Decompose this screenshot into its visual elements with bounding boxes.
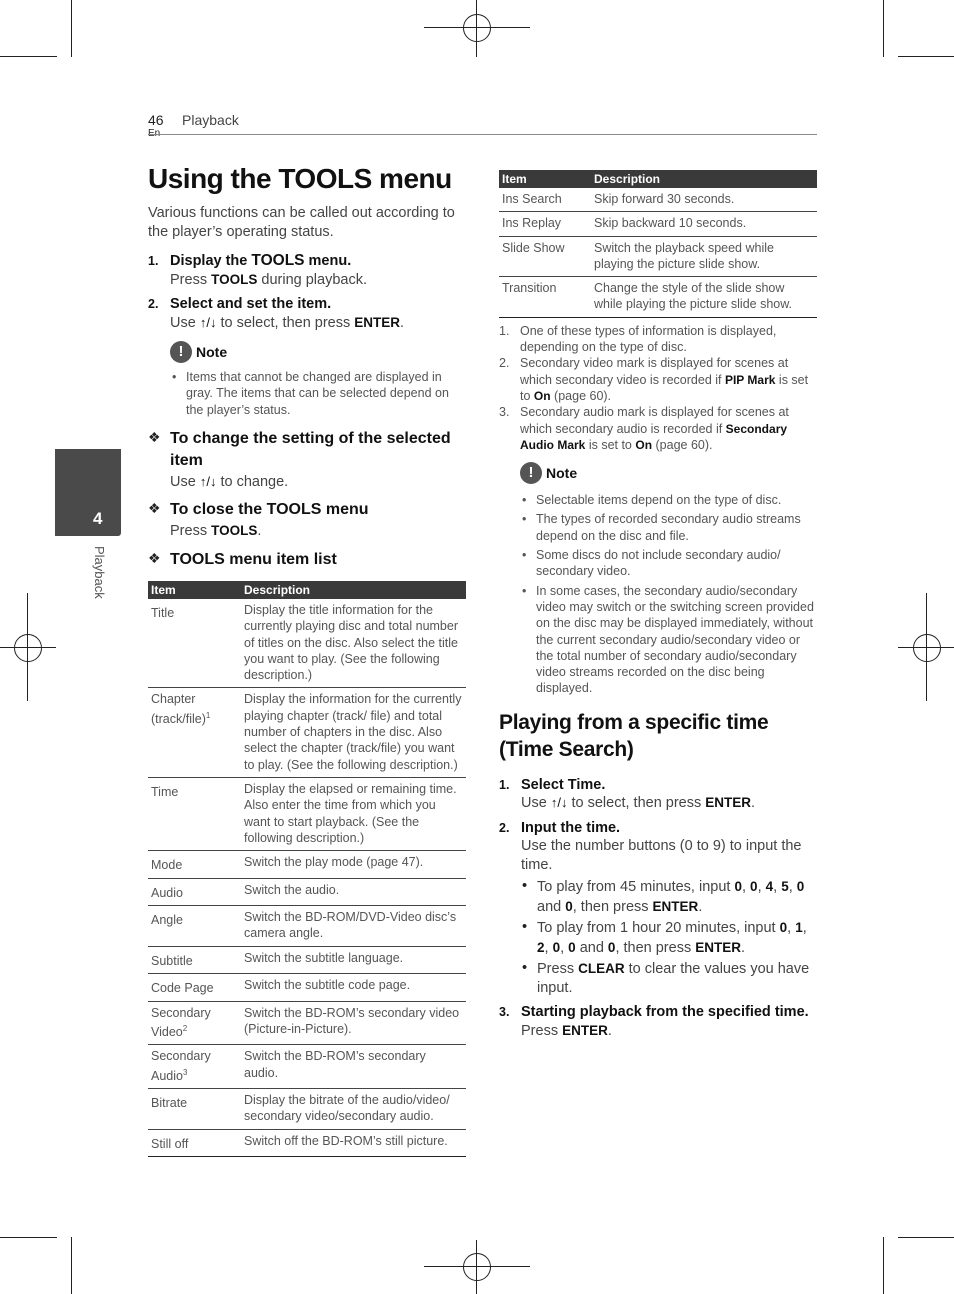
footnote-ref: 3 [182,1067,188,1077]
table-row [148,777,466,850]
description-cell: Display the title information for the currently playing disc and total number of titles on the disc. Also select the title you want to play. (See the following description.) [241,599,466,688]
description-cell: Switch the BD-ROM/DVD-Video disc’s camera angle. [241,906,466,947]
item-cell [148,974,241,1001]
time-step-2 [499,819,817,999]
description-cell: Switch the playback speed while playing the picture slide show. [591,236,817,277]
step-1 [148,252,466,289]
step-number: 1. [499,777,510,792]
enter-key: ENTER [562,1022,608,1038]
setting-name: Secondary Audio Mark [520,421,788,452]
up-down-arrow-icon: ↑/↓ [199,473,217,489]
item-name: Time [151,785,179,800]
step-heading: Select Time. [521,776,606,793]
note-box [170,341,466,418]
diamond-icon: ❖ [148,428,161,445]
footnote-text-end: (page 60). [652,437,713,452]
footnote-ref: 2 [182,1023,188,1033]
tools-key: TOOLS [211,271,258,287]
item-list-section [148,549,466,571]
item-cell [148,688,241,777]
note-item: • Some discs do not include secondary audio/ secondary video. [520,547,817,580]
header-rule [148,134,817,135]
column-header: Description [241,581,466,599]
note-title: Note [546,465,578,482]
step-text-end: . [751,795,756,812]
item-name: Angle [151,913,183,928]
footnote-text: Secondary video mark is displayed for scenes at which secondary video is recorded if [520,356,789,387]
item-name: Code Page [151,981,214,996]
item-cell: Transition [499,277,591,318]
item-cell [148,1045,241,1089]
item-cell [148,1129,241,1156]
subheading: To change the setting of the selected item [170,429,451,469]
diamond-icon: ❖ [148,499,161,516]
page-header [148,112,239,130]
description-cell: Display the elapsed or remaining time. Also enter the time from which you want to start playback. (See the following description.) [241,777,466,850]
table-row [148,688,466,777]
change-setting-section [148,428,466,492]
description-cell: Switch the subtitle language. [241,946,466,973]
intro-text: Various functions can be called out according to the player’s operating status. [148,205,455,240]
item-name: Still off [151,1136,189,1151]
description-cell: Skip backward 10 seconds. [591,212,817,236]
item-name: Chapter (track/file) [151,692,206,726]
note-item: • Items that cannot be changed are displayed in gray. The items that can be selected depend on the player’s status. [170,369,466,418]
exclamation-icon: ! [520,462,542,484]
table-row [499,212,817,236]
step-number: 3. [499,1005,510,1020]
item-cell [148,1089,241,1130]
up-down-arrow-icon: ↑/↓ [550,795,568,811]
page-number: 46 [148,112,164,128]
description-cell: Switch the play mode (page 47). [241,851,466,878]
footnote-text-mid: is set to [520,372,809,403]
step-text-mid: to select, then press [567,795,706,812]
item-name: Subtitle [151,953,193,968]
item-cell: Ins Search [499,188,591,212]
time-step-1 [499,776,817,813]
column-header: Item [148,581,241,599]
footnote [499,355,817,404]
step-number: 1. [148,254,159,268]
table-row [499,277,817,318]
footnote [499,323,817,356]
chapter-tab-label: Playback [92,546,107,599]
step-heading-key: TOOLS [251,252,305,269]
close-menu-section [148,499,466,541]
enter-key: ENTER [354,314,401,330]
header-section: Playback [182,112,239,128]
step-text: Use the number buttons (0 to 9) to input the time. [521,838,802,873]
right-column [499,170,817,1040]
enter-key: ENTER [705,795,752,811]
item-cell [148,878,241,905]
footnote-text: One of these types of information is displayed, depending on the type of disc. [520,323,777,355]
body-text-end: . [257,522,262,539]
table-row [148,946,466,973]
item-cell [148,906,241,947]
footnote-ref: 1 [205,710,211,720]
step-2 [148,295,466,332]
step-text-end: . [400,314,405,331]
item-cell: Slide Show [499,236,591,277]
description-cell: Display the bitrate of the audio/video/ secondary video/secondary audio. [241,1089,466,1130]
table-row [148,1001,466,1045]
step-text: Press [170,271,212,288]
body-text: Use [170,473,200,490]
item-name: Secondary Audio [151,1049,211,1083]
description-cell: Switch off the BD-ROM’s still picture. [241,1129,466,1156]
table-row [148,878,466,905]
section-title: Playing from a specific time [499,710,769,734]
table-row [148,851,466,878]
footnote [499,404,817,453]
footnotes [499,323,817,453]
item-cell [148,851,241,878]
description-cell: Switch the BD-ROM’s secondary video (Picture-in-Picture). [241,1001,466,1045]
footnote-number: 3. [499,405,510,420]
footnote-text-mid: is set to [585,437,636,452]
example-item: • To play from 45 minutes, input 0, 0, 4, 5, 0 and 0, then press ENTER. [521,877,817,917]
diamond-icon: ❖ [148,549,161,566]
item-name: Secondary Video [151,1005,211,1040]
note-item: • The types of recorded secondary audio streams depend on the disc and file. [520,511,817,544]
footnote-text: Secondary audio mark is displayed for scenes at which secondary audio is recorded if [520,405,789,436]
chapter-number: 4 [93,509,103,528]
item-name: Audio [151,885,183,900]
table-row [148,1089,466,1130]
table-row [148,974,466,1001]
step-text: Use [521,795,551,812]
setting-value: On [533,388,551,403]
chapter-tab [55,449,121,536]
note-box [520,462,817,697]
subheading: TOOLS menu item list [170,550,337,568]
step-number: 2. [148,297,159,311]
section-heading [499,709,817,763]
table-row [148,1129,466,1156]
up-down-arrow-icon: ↑/↓ [199,314,217,330]
body-text: Press [170,522,212,539]
column-header: Description [591,170,817,188]
step-heading: Input the time. [521,819,621,836]
step-text-end: during playback. [257,271,367,288]
item-cell: Ins Replay [499,212,591,236]
note-item: • In some cases, the secondary audio/secondary video may switch or the switching screen provided on the disc may be displayed immediately, without the current secondary audio/secondary video or the total number of secondary audio/secondary video streams recorded on the disc being displayed. [520,583,817,697]
footnote-number: 1. [499,323,510,338]
page-title: Using the TOOLS menu [148,163,452,194]
chapter-tab-label-wrap [90,546,110,606]
subheading: To close the TOOLS menu [170,500,369,518]
time-step-3 [499,1003,817,1040]
table-row [499,188,817,212]
setting-value: On [635,437,653,452]
step-heading: Starting playback from the specified time. [521,1004,809,1021]
step-text: Use [170,314,200,331]
step-heading: Select and set the item. [170,296,332,312]
description-cell: Change the style of the slide show while playing the picture slide show. [591,277,817,318]
item-cell [148,1001,241,1045]
table-row [148,1045,466,1089]
setting-name: PIP Mark [724,372,776,387]
table-row [148,599,466,688]
description-cell: Switch the subtitle code page. [241,974,466,1001]
item-cell [148,946,241,973]
left-column [148,163,466,571]
description-cell: Switch the audio. [241,878,466,905]
step-heading: Display the [170,253,252,269]
section-subtitle: (Time Search) [499,737,634,761]
item-cell [148,599,241,688]
tools-item-table [148,581,466,1157]
step-text: Press [521,1022,563,1039]
body-text-end: to change. [216,473,289,490]
step-heading-end: menu. [304,253,352,269]
table-row [148,906,466,947]
step-text-mid: to select, then press [216,314,355,331]
item-name: Bitrate [151,1096,188,1111]
step-text-end: . [607,1022,612,1039]
item-name: Title [151,606,175,621]
item-cell [148,777,241,850]
item-name: Mode [151,858,183,873]
example-item: • To play from 1 hour 20 minutes, input 0, 1, 2, 0, 0 and 0, then press ENTER. [521,918,817,958]
description-cell: Switch the BD-ROM’s secondary audio. [241,1045,466,1089]
example-item: • Press CLEAR to clear the values you have input. [521,959,817,998]
note-title: Note [196,344,228,360]
tools-key: TOOLS [211,522,258,538]
note-item: • Selectable items depend on the type of disc. [520,492,817,508]
footnote-number: 2. [499,356,510,371]
table-row [499,236,817,277]
description-cell: Skip forward 30 seconds. [591,188,817,212]
column-header: Item [499,170,591,188]
example-list [521,877,817,998]
description-cell: Display the information for the currently playing chapter (track/ file) and total number of chapters in the disc. Also select the chapter (track/file) you want to play. (See the following description.) [241,688,466,777]
footnote-text-end: (page 60). [550,388,612,403]
step-number: 2. [499,820,510,835]
exclamation-icon: ! [170,341,192,363]
